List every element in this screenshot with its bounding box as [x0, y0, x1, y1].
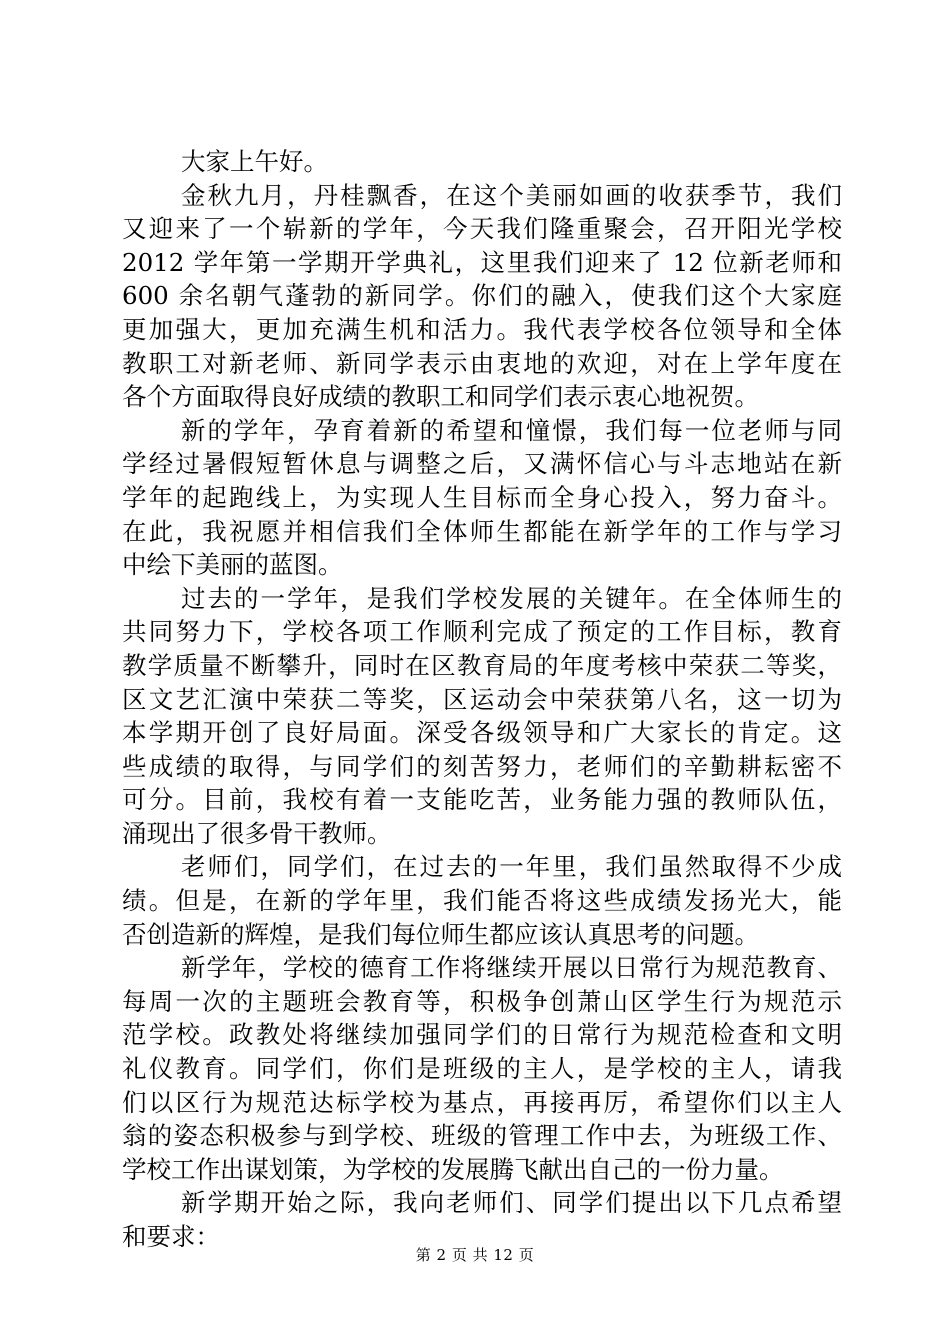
- paragraph-line: 2012 学年第一学期开学典礼，这里我们迎来了 12 位新老师和: [122, 247, 842, 277]
- paragraph-line: 和要求：: [122, 1222, 220, 1251]
- paragraph-line: 翁的姿态积极参与到学校、班级的管理工作中去，为班级工作、: [122, 1121, 842, 1151]
- paragraph-first-line: 新学期开始之际，我向老师们、同学们提出以下几点希望: [181, 1188, 842, 1218]
- paragraph-line: 本学期开创了良好局面。深受各级领导和广大家长的肯定。这: [122, 718, 842, 748]
- page-footer: 第 2 页 共 12 页: [415, 1246, 535, 1264]
- paragraph-first-line: 新的学年，孕育着新的希望和憧憬，我们每一位老师与同: [181, 415, 842, 445]
- paragraph-first-line: 大家上午好。: [181, 147, 328, 176]
- paragraph-line: 中绘下美丽的蓝图。: [122, 550, 343, 580]
- paragraph-line: 又迎来了一个崭新的学年，今天我们隆重聚会，召开阳光学校: [122, 214, 842, 244]
- paragraph-line: 范学校。政教处将继续加强同学们的日常行为规范检查和文明: [122, 1020, 842, 1050]
- paragraph-line: 学年的起跑线上，为实现人生目标而全身心投入，努力奋斗。: [122, 482, 842, 512]
- paragraph-line: 礼仪教育。同学们，你们是班级的主人，是学校的主人，请我: [122, 1054, 842, 1084]
- paragraph-line: 教职工对新老师、新同学表示由衷地的欢迎，对在上学年度在: [122, 348, 842, 378]
- paragraph-first-line: 新学年，学校的德育工作将继续开展以日常行为规范教育、: [181, 953, 842, 983]
- paragraph-line: 涌现出了很多骨干教师。: [122, 818, 392, 848]
- document-body: [122, 145, 842, 1254]
- paragraph-line: 区文艺汇演中荣获二等奖，区运动会中荣获第八名，这一切为: [122, 684, 842, 714]
- paragraph-line: 600 余名朝气蓬勃的新同学。你们的融入，使我们这个大家庭: [122, 281, 842, 311]
- paragraph-line: 共同努力下，学校各项工作顺利完成了预定的工作目标，教育: [122, 617, 842, 647]
- paragraph-line: 学经过暑假短暂休息与调整之后，又满怀信心与斗志地站在新: [122, 449, 842, 479]
- paragraph-line: 绩。但是，在新的学年里，我们能否将这些成绩发扬光大，能: [122, 886, 842, 916]
- paragraph-line: 些成绩的取得，与同学们的刻苦努力，老师们的辛勤耕耘密不: [122, 751, 842, 781]
- paragraph-line: 可分。目前，我校有着一支能吃苦，业务能力强的教师队伍，: [122, 785, 842, 815]
- paragraph-line: 们以区行为规范达标学校为基点，再接再厉，希望你们以主人: [122, 1087, 842, 1117]
- paragraph-line: 在此，我祝愿并相信我们全体师生都能在新学年的工作与学习: [122, 516, 842, 546]
- paragraph-line: 更加强大，更加充满生机和活力。我代表学校各位领导和全体: [122, 314, 842, 344]
- paragraph-first-line: 过去的一学年，是我们学校发展的关键年。在全体师生的: [181, 583, 842, 613]
- paragraph-line: 学校工作出谋划策，为学校的发展腾飞献出自己的一份力量。: [122, 1154, 784, 1184]
- paragraph-line: 各个方面取得良好成绩的教职工和同学们表示衷心地祝贺。: [122, 382, 759, 412]
- paragraph-first-line: 金秋九月，丹桂飘香，在这个美丽如画的收获季节，我们: [181, 180, 842, 210]
- paragraph-line: 否创造新的辉煌，是我们每位师生都应该认真思考的问题。: [122, 919, 759, 949]
- paragraph-line: 教学质量不断攀升，同时在区教育局的年度考核中荣获二等奖，: [122, 650, 842, 680]
- paragraph-line: 每周一次的主题班会教育等，积极争创萧山区学生行为规范示: [122, 986, 842, 1016]
- paragraph-first-line: 老师们，同学们，在过去的一年里，我们虽然取得不少成: [181, 852, 842, 882]
